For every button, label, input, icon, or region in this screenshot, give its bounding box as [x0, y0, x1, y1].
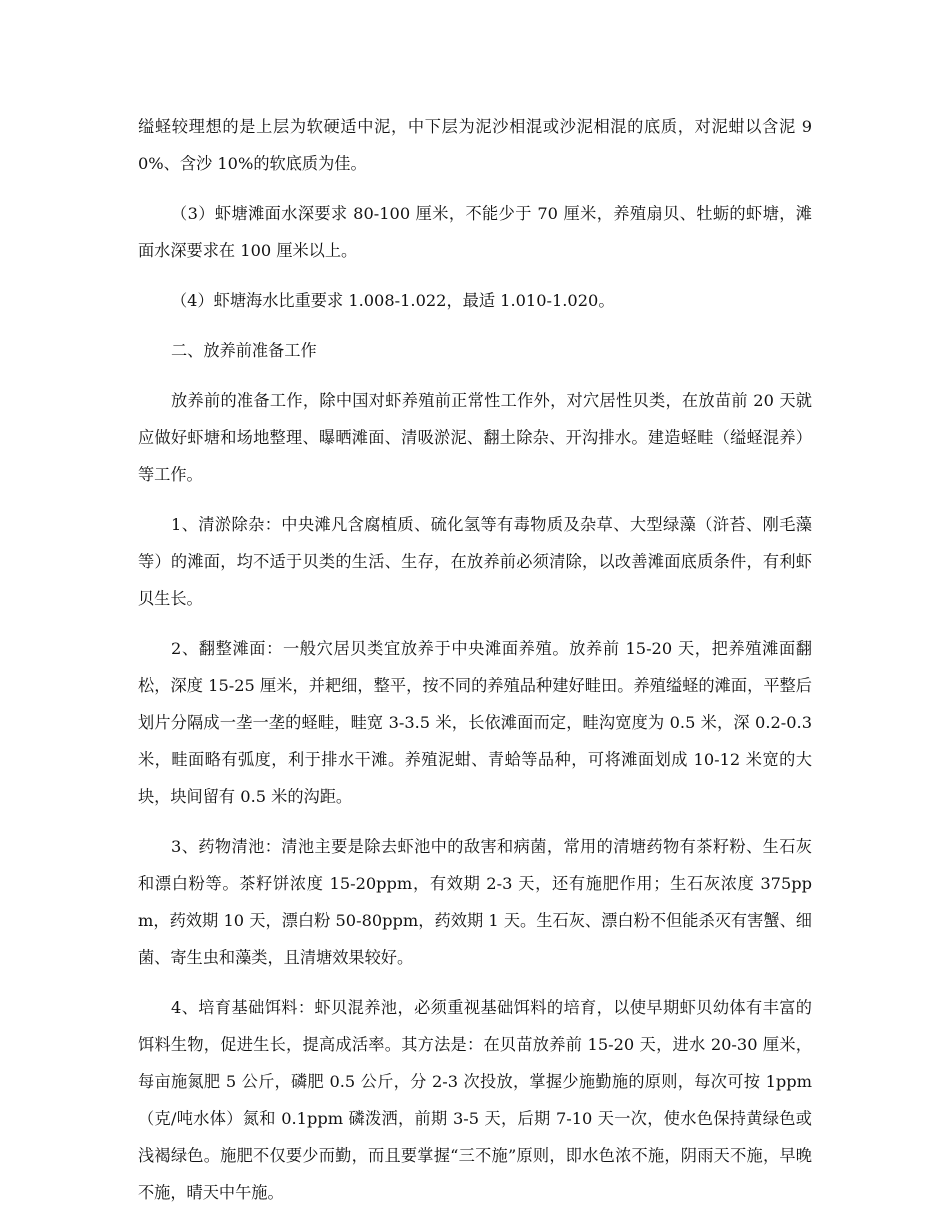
- paragraph-substrate-continuation: 缢蛏较理想的是上层为软硬适中泥，中下层为泥沙相混或沙泥相混的底质，对泥蚶以含泥 90%、含沙 10%的软底质为佳。: [138, 117, 812, 173]
- paragraph-preparation-intro: 放养前的准备工作，除中国对虾养殖前正常性工作外，对穴居性贝类，在放苗前 20 天就应做好虾塘和场地整理、曝晒滩面、清吸淤泥、翻土除杂、开沟排水。建造蛏畦（缢蛏混养）等工作。: [138, 391, 812, 484]
- paragraph-feed-cultivation: 4、培育基础饵料：虾贝混养池，必须重视基础饵料的培育，以使早期虾贝幼体有丰富的饵料生物，促进生长，提高成活率。其方法是：在贝苗放养前 15-20 天，进水 20-30 厘米，每亩施氮肥 5 公斤，磷肥 0.5 公斤，分 2-3 次投放，掌握少施勤施的原则，每次可按 1ppm（克/吨水体）氮和 0.1ppm 磷泼洒，前期 3-5 天，后期 7-10 天一次，使水色保持黄绿色或浅褐绿色。施肥不仅要少而勤，而且要掌握“三不施”原则，即水色浓不施，阴雨天不施，早晚不施，晴天中午施。: [138, 998, 812, 1202]
- section-heading-preparation: 二、放养前准备工作: [171, 341, 317, 360]
- document-body: [138, 108, 812, 1224]
- paragraph-disinfection: 3、药物清池：清池主要是除去虾池中的敌害和病菌，常用的清塘药物有茶籽粉、生石灰和漂白粉等。茶籽饼浓度 15-20ppm，有效期 2-3 天，还有施肥作用；生石灰浓度 375ppm，药效期 10 天，漂白粉 50-80ppm，药效期 1 天。生石灰、漂白粉不但能杀灭有害蟹、细菌、寄生虫和藻类，且清塘效果较好。: [138, 837, 812, 967]
- paragraph-specific-gravity: （4）虾塘海水比重要求 1.008-1.022，最适 1.010-1.020。: [171, 291, 615, 310]
- paragraph-tilling: 2、翻整滩面：一般穴居贝类宜放养于中央滩面养殖。放养前 15-20 天，把养殖滩面翻松，深度 15-25 厘米，并耙细，整平，按不同的养殖品种建好畦田。养殖缢蛏的滩面，平整后划片分隔成一垄一垄的蛏畦，畦宽 3-3.5 米，长依滩面而定，畦沟宽度为 0.5 米，深 0.2-0.3 米，畦面略有弧度，利于排水干滩。养殖泥蚶、青蛤等品种，可将滩面划成 10-12 米宽的大块，块间留有 0.5 米的沟距。: [138, 639, 812, 806]
- paragraph-dredging: 1、清淤除杂：中央滩凡含腐植质、硫化氢等有毒物质及杂草、大型绿藻（浒苔、刚毛藻等）的滩面，均不适于贝类的生活、生存，在放养前必须清除，以改善滩面底质条件，有利虾贝生长。: [138, 515, 812, 608]
- paragraph-water-depth: （3）虾塘滩面水深要求 80-100 厘米，不能少于 70 厘米，养殖扇贝、牡蛎的虾塘，滩面水深要求在 100 厘米以上。: [138, 204, 812, 260]
